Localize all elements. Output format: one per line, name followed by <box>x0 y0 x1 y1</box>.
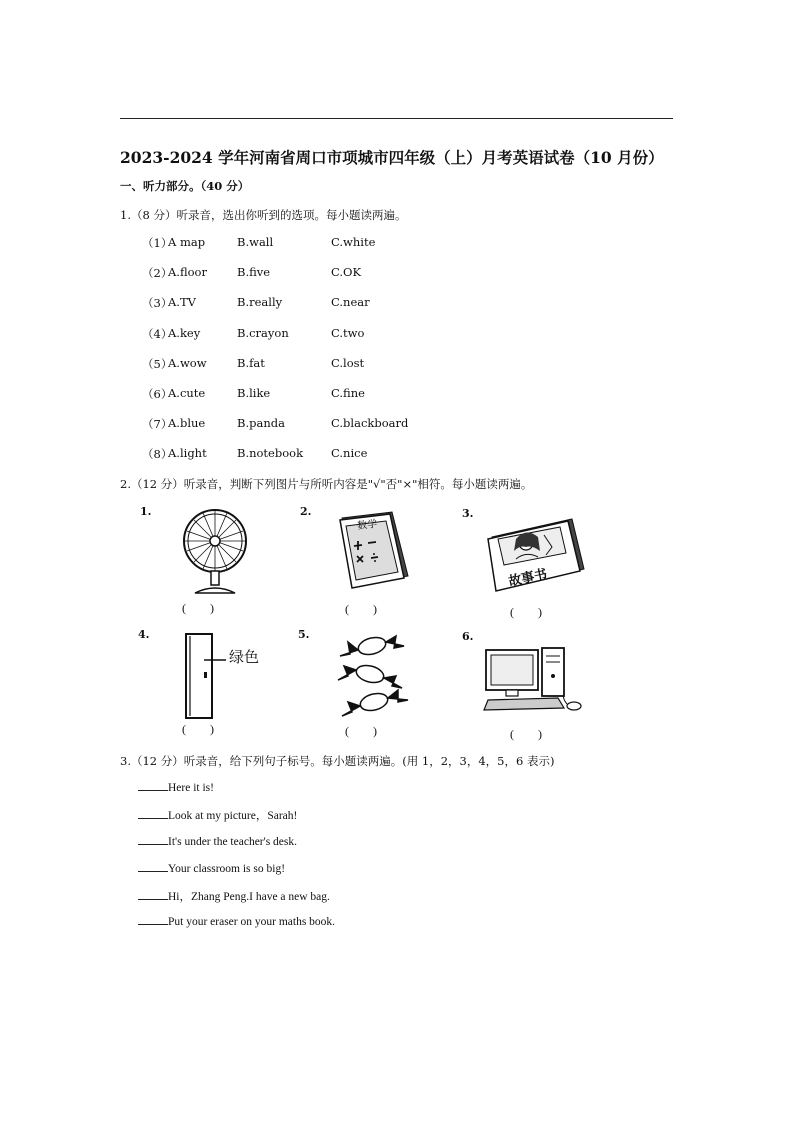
picture-item-maths-book <box>300 505 440 620</box>
sentence-text: Here it is! <box>168 782 214 794</box>
storybook-title-text: 故事书 <box>507 567 549 590</box>
option-c: C.OK <box>331 265 362 279</box>
option-b: B.notebook <box>237 446 304 460</box>
option-a: A.TV <box>168 295 196 309</box>
sentence-text: Hi，Zhang Peng.I have a new bag. <box>168 891 330 903</box>
sentence-text: Your classroom is so big! <box>168 863 286 875</box>
item-number: （6） <box>142 387 173 401</box>
option-a: A.cute <box>168 386 206 400</box>
computer-icon <box>480 646 590 716</box>
item-number: （1） <box>142 236 173 250</box>
sentence-item <box>138 780 214 794</box>
option-b: B.crayon <box>237 326 289 340</box>
answer-blank[interactable] <box>138 914 168 925</box>
sentence-item <box>138 914 335 928</box>
candies-icon <box>334 634 414 724</box>
page-title: 2023-2024 学年河南省周口市项城市四年级（上）月考英语试卷（10 月份） <box>120 148 664 167</box>
option-row <box>142 265 442 281</box>
answer-parentheses: ( ) <box>345 724 377 738</box>
section-heading-listening: 一、听力部分。（40 分） <box>120 179 250 193</box>
option-a: A.floor <box>168 265 207 279</box>
option-c: C.lost <box>331 356 365 370</box>
option-row <box>142 446 442 462</box>
question-3-prompt: 3.（12 分）听录音，给下列句子标号。每小题读两遍。(用 1，2，3，4，5，6 表示) <box>120 754 555 768</box>
picture-item-door <box>138 626 278 744</box>
option-a: A.wow <box>168 356 207 370</box>
sentence-text: It's under the teacher's desk. <box>168 836 297 848</box>
option-row <box>142 416 442 432</box>
answer-parentheses: ( ) <box>182 722 214 736</box>
option-b: B.five <box>237 265 271 279</box>
sentence-text: Put your eraser on your maths book. <box>168 916 336 928</box>
option-b: B.really <box>237 295 283 309</box>
sentence-text: Look at my picture，Sarah! <box>168 810 298 822</box>
answer-parentheses: ( ) <box>510 727 542 741</box>
option-b: B.fat <box>237 356 265 370</box>
item-number: （4） <box>142 327 173 341</box>
answer-parentheses: ( ) <box>345 602 377 616</box>
sentence-item <box>138 861 285 875</box>
picture-item-fan <box>140 505 280 620</box>
answer-parentheses: ( ) <box>510 605 542 619</box>
sentence-item <box>138 807 297 823</box>
option-a: A.key <box>168 326 201 340</box>
option-c: C.blackboard <box>331 416 409 430</box>
picture-number: 2. <box>300 505 312 518</box>
sentence-item <box>138 834 297 848</box>
answer-blank[interactable] <box>138 889 168 900</box>
item-number: （8） <box>142 447 173 461</box>
option-b: B.like <box>237 386 271 400</box>
item-number: （3） <box>142 296 173 310</box>
picture-number: 5. <box>298 628 310 641</box>
option-c: C.nice <box>331 446 368 460</box>
option-a: A.light <box>168 446 207 460</box>
option-row <box>142 356 442 372</box>
option-b: B.panda <box>237 416 285 430</box>
answer-blank[interactable] <box>138 861 168 872</box>
book-label-text: 数学 <box>356 518 378 533</box>
picture-item-candies <box>298 626 438 744</box>
option-c: C.near <box>331 295 370 309</box>
item-number: （7） <box>142 417 173 431</box>
picture-number: 4. <box>138 628 150 641</box>
option-b: B.wall <box>237 235 274 249</box>
picture-number: 3. <box>462 507 474 520</box>
sentence-item <box>138 888 330 904</box>
option-c: C.two <box>331 326 365 340</box>
option-row <box>142 295 442 311</box>
option-c: C.white <box>331 235 376 249</box>
fan-icon <box>170 507 260 597</box>
picture-item-storybook <box>460 505 600 620</box>
item-number: （2） <box>142 266 173 280</box>
question-2-prompt: 2.（12 分）听录音，判断下列图片与所听内容是"√"否"×"相符。每小题读两遍。 <box>120 477 533 491</box>
option-row <box>142 326 442 342</box>
picture-number: 6. <box>462 630 474 643</box>
option-a: A map <box>168 235 206 249</box>
option-row <box>142 235 442 251</box>
picture-item-computer <box>460 626 600 744</box>
answer-blank[interactable] <box>138 808 168 819</box>
option-c: C.fine <box>331 386 365 400</box>
door-color-label: 绿色 <box>229 648 260 666</box>
answer-blank[interactable] <box>138 780 168 791</box>
question-1-prompt: 1.（8 分）听录音，选出你听到的选项。每小题读两遍。 <box>120 208 407 222</box>
answer-blank[interactable] <box>138 834 168 845</box>
answer-parentheses: ( ) <box>182 601 214 615</box>
header-rule <box>120 118 673 119</box>
picture-number: 1. <box>140 505 152 518</box>
option-row <box>142 386 442 402</box>
option-a: A.blue <box>168 416 206 430</box>
item-number: （5） <box>142 357 173 371</box>
